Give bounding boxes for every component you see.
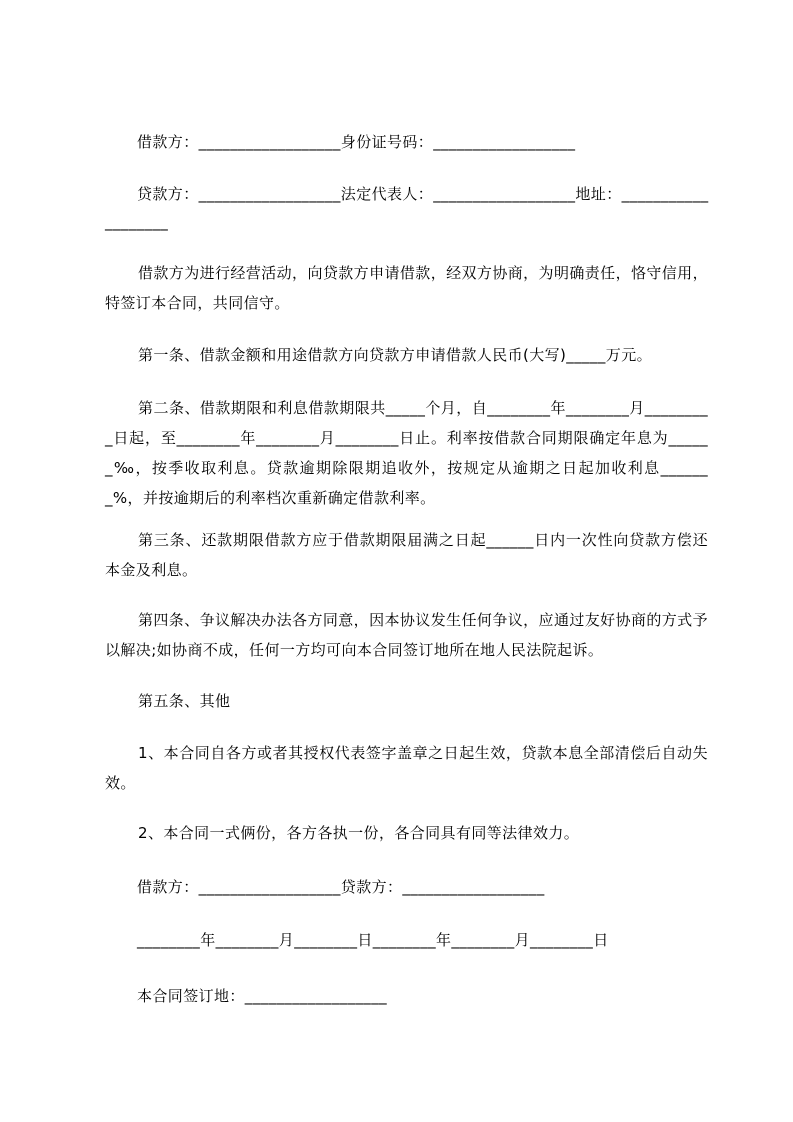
signature-parties-line: 借款方：__________________贷款方：__________________ — [137, 878, 545, 896]
article-4: 第四条、争议解决办法各方同意，因本协议发生任何争议，应通过友好协商的方式予以解决;如协商不成，任何一方均可向本合同签订地所在地人民法院起诉。 — [105, 611, 708, 659]
signing-place-line: 本合同签订地：__________________ — [137, 987, 388, 1005]
borrower-id-line: 借款方：__________________身份证号码：__________________ — [137, 133, 576, 151]
article-5-clause-2: 2、本合同一式俩份，各方各执一份，各合同具有同等法律效力。 — [138, 824, 580, 842]
preamble-paragraph: 借款方为进行经营活动，向贷款方申请借款，经双方协商，为明确责任，恪守信用，特签订本合同，共同信守。 — [105, 264, 708, 312]
article-2: 第二条、借款期限和利息借款期限共_____个月，自________年________月_________日起，至________年________月________日止。利率按借款合同期限确定年息为______‰，按季收取利息。贷款逾期除限期追收外，按规定从逾期之日起加收利息_______%，并按逾期后的利率档次重新确定借款利率。 — [105, 399, 708, 507]
signature-dates-line: ________年________月________日________年________月________日 — [137, 931, 609, 949]
article-5-clause-1: 1、本合同自各方或者其授权代表签字盖章之日起生效，贷款本息全部清偿后自动失效。 — [105, 744, 708, 792]
article-5-title: 第五条、其他 — [138, 692, 231, 710]
article-3: 第三条、还款期限借款方应于借款期限届满之日起______日内一次性向贷款方偿还本金及利息。 — [105, 531, 708, 579]
article-1: 第一条、借款金额和用途借款方向贷款方申请借款人民币(大写)_____万元。 — [138, 346, 653, 364]
lender-info-line-wrap: ________ — [105, 213, 169, 231]
lender-info-line: 贷款方：__________________法定代表人：__________________地址：___________ — [137, 185, 709, 203]
